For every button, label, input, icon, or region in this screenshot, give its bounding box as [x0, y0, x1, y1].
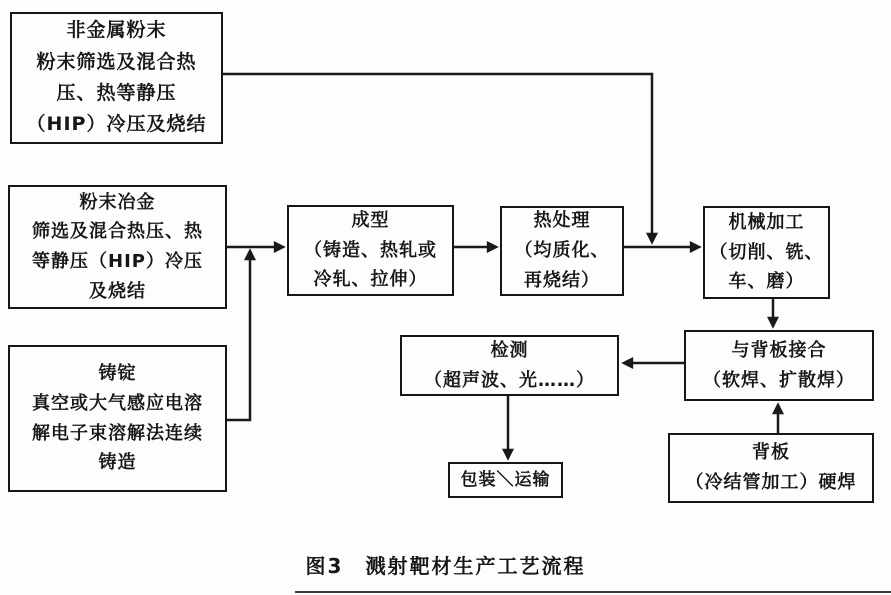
- node-heat-treatment: [500, 206, 624, 296]
- node-line: 筛选及混合热压、热: [32, 221, 203, 243]
- node-title: 检测: [490, 339, 529, 361]
- node-nonmetal-powder: [10, 12, 223, 144]
- node-title: 背板: [752, 442, 790, 464]
- node-line: 解电子束溶解法连续: [32, 422, 203, 444]
- node-title: 热处理: [533, 210, 591, 232]
- node-title: 成型: [351, 209, 390, 231]
- node-line: （均质化、: [514, 240, 610, 262]
- node-line: 等静压（HIP）冷压: [32, 251, 203, 272]
- node-line: 及烧结: [89, 280, 146, 302]
- node-backing-plate: [668, 433, 874, 503]
- node-line: （超声波、光……）: [424, 369, 595, 391]
- node-line: （HIP）冷压及烧结: [26, 113, 207, 136]
- node-line: （铸造、热轧或: [304, 239, 437, 261]
- node-line: （冷结管加工）硬焊: [685, 472, 857, 493]
- node-title: 包装＼运输: [460, 469, 551, 490]
- node-packaging: [448, 462, 563, 498]
- node-line: 车、磨）: [728, 271, 805, 293]
- node-line: （切削、铣、: [709, 241, 824, 263]
- node-title: 非金属粉末: [66, 19, 167, 42]
- node-bonding: [684, 330, 874, 401]
- node-line: 冷轧、拉伸）: [313, 269, 428, 291]
- node-line: 再烧结）: [524, 269, 600, 291]
- node-line: 铸造: [98, 452, 137, 474]
- node-ingot: [8, 345, 227, 492]
- node-title: 铸锭: [98, 363, 137, 385]
- node-machining: [703, 206, 830, 299]
- node-line: （软焊、扩散焊）: [703, 369, 855, 391]
- node-title: 粉末冶金: [79, 191, 156, 213]
- edge-ingot-to-forming: [227, 259, 250, 420]
- node-title: 与背板接合: [731, 339, 827, 361]
- node-inspection: [400, 335, 619, 396]
- figure-caption: 图3 溅射靶材生产工艺流程: [305, 554, 586, 578]
- node-powder-metallurgy: [8, 185, 227, 309]
- node-line: 粉末筛选及混合热: [36, 50, 197, 73]
- node-forming: [287, 205, 454, 296]
- bottom-rule: [295, 591, 891, 593]
- node-line: 压、热等静压: [56, 82, 177, 104]
- node-title: 机械加工: [728, 211, 805, 233]
- node-line: 真空或大气感应电溶: [32, 392, 203, 414]
